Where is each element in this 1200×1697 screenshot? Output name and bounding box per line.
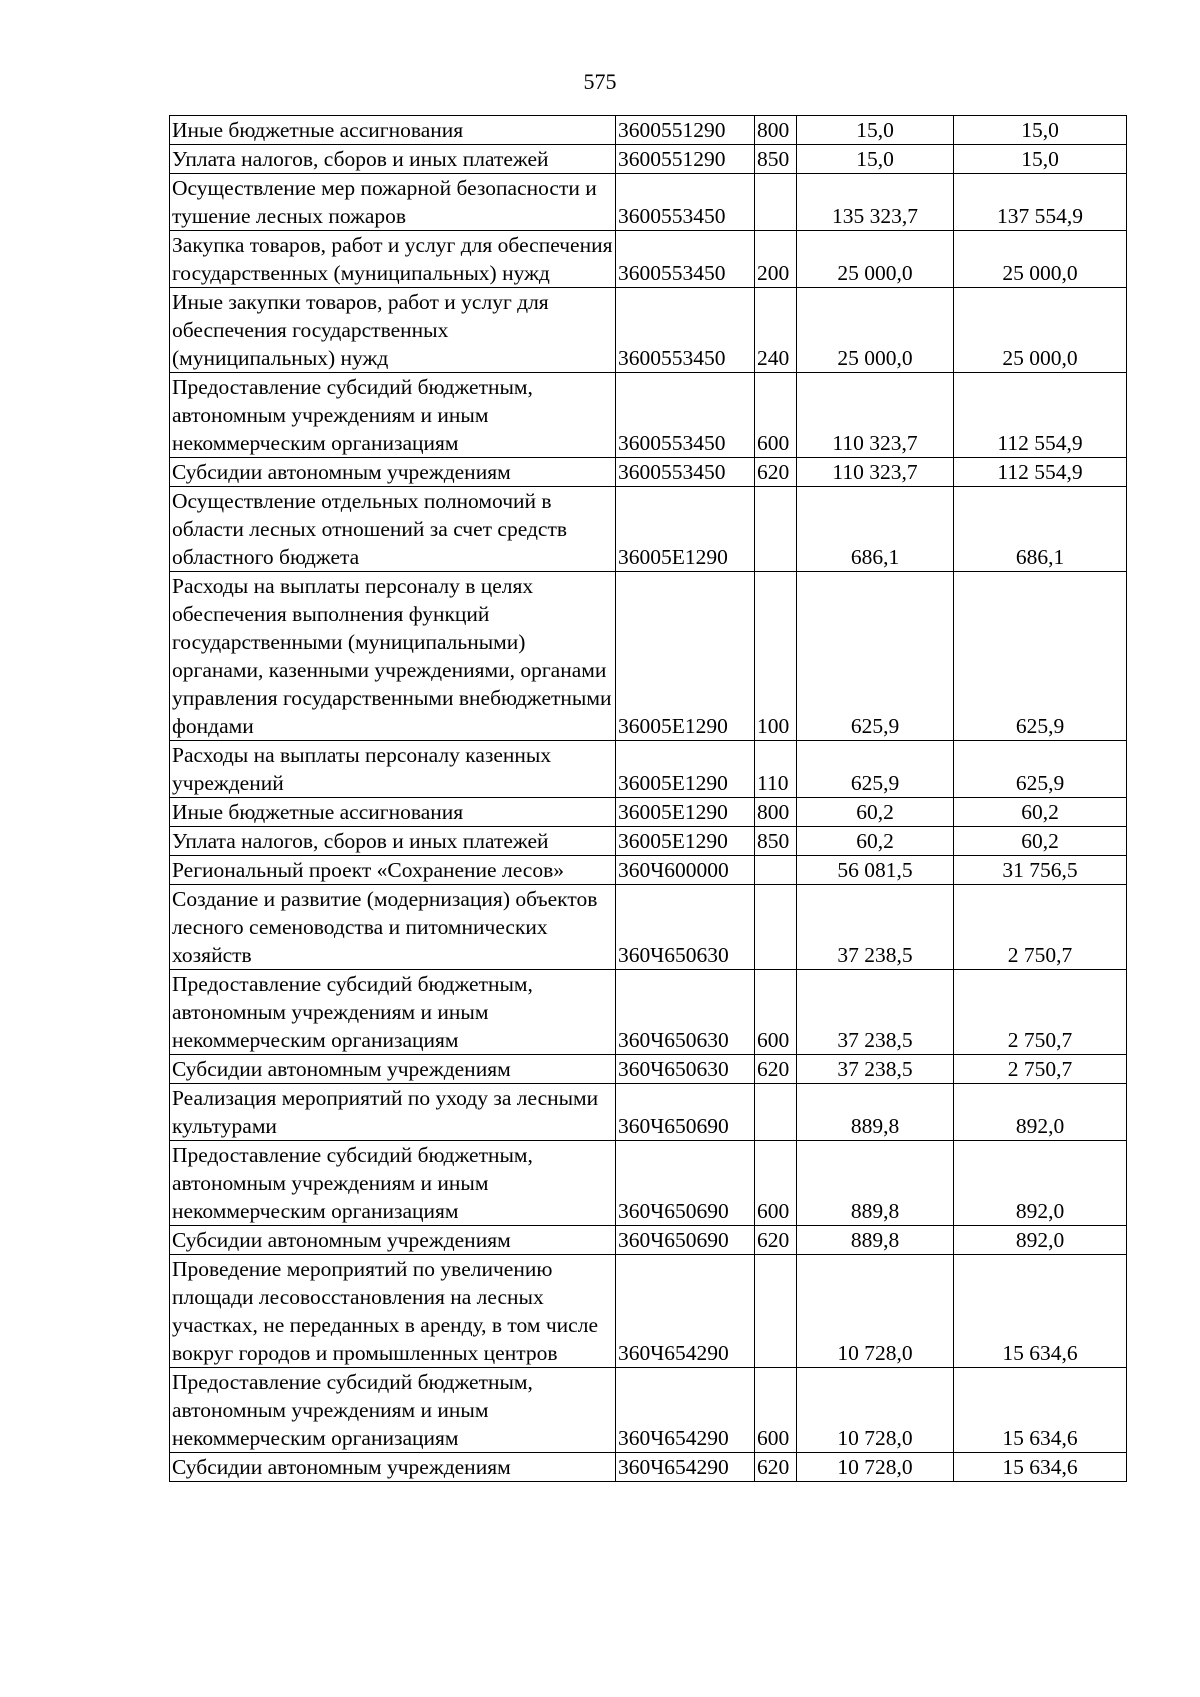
amount-year-1-cell: 686,1: [797, 487, 954, 572]
expense-name-cell: Иные бюджетные ассигнования: [170, 798, 616, 827]
amount-year-2-cell: 137 554,9: [954, 174, 1127, 231]
budget-table: [169, 115, 1127, 1482]
amount-year-2-cell: 2 750,7: [954, 885, 1127, 970]
table-row: [170, 827, 1127, 856]
amount-year-2-cell: 892,0: [954, 1084, 1127, 1141]
expense-name-cell: Реализация мероприятий по уходу за лесными культурами: [170, 1084, 616, 1141]
expense-name-cell: Закупка товаров, работ и услуг для обеспечения государственных (муниципальных) нужд: [170, 231, 616, 288]
amount-year-2-cell: 686,1: [954, 487, 1127, 572]
expense-name-cell: Субсидии автономным учреждениям: [170, 1453, 616, 1482]
expense-type-cell: 620: [755, 458, 797, 487]
table-row: [170, 798, 1127, 827]
expense-type-cell: 600: [755, 1141, 797, 1226]
amount-year-1-cell: 60,2: [797, 798, 954, 827]
expense-type-cell: 800: [755, 116, 797, 145]
target-article-code-cell: 36005Е1290: [616, 798, 755, 827]
expense-name-cell: Расходы на выплаты персоналу в целях обеспечения выполнения функций государственными (муниципальными) органами, казенными учреждениями, органами управления государственными внебюджетными фондами: [170, 572, 616, 741]
expense-name-cell: Предоставление субсидий бюджетным, автономным учреждениям и иным некоммерческим организациям: [170, 1141, 616, 1226]
expense-type-cell: 600: [755, 1368, 797, 1453]
expense-name-cell: Региональный проект «Сохранение лесов»: [170, 856, 616, 885]
amount-year-1-cell: 15,0: [797, 145, 954, 174]
page-number: 575: [583, 69, 617, 94]
amount-year-1-cell: 37 238,5: [797, 970, 954, 1055]
expense-name-cell: Осуществление отдельных полномочий в области лесных отношений за счет средств областного бюджета: [170, 487, 616, 572]
table-row: [170, 1255, 1127, 1368]
expense-type-cell: 850: [755, 145, 797, 174]
amount-year-1-cell: 889,8: [797, 1141, 954, 1226]
amount-year-2-cell: 25 000,0: [954, 288, 1127, 373]
amount-year-2-cell: 892,0: [954, 1141, 1127, 1226]
amount-year-1-cell: 889,8: [797, 1226, 954, 1255]
amount-year-2-cell: 15 634,6: [954, 1453, 1127, 1482]
amount-year-2-cell: 25 000,0: [954, 231, 1127, 288]
expense-name-cell: Расходы на выплаты персоналу казенных учреждений: [170, 741, 616, 798]
table-row: [170, 231, 1127, 288]
target-article-code-cell: 36005Е1290: [616, 487, 755, 572]
target-article-code-cell: 3600553450: [616, 174, 755, 231]
target-article-code-cell: 360Ч654290: [616, 1255, 755, 1368]
expense-name-cell: Предоставление субсидий бюджетным, автономным учреждениям и иным некоммерческим организациям: [170, 970, 616, 1055]
target-article-code-cell: 3600553450: [616, 231, 755, 288]
expense-type-cell: 240: [755, 288, 797, 373]
amount-year-1-cell: 25 000,0: [797, 288, 954, 373]
budget-table-body: [170, 116, 1127, 1482]
expense-name-cell: Создание и развитие (модернизация) объектов лесного семеноводства и питомнических хозяйств: [170, 885, 616, 970]
amount-year-1-cell: 135 323,7: [797, 174, 954, 231]
target-article-code-cell: 360Ч654290: [616, 1368, 755, 1453]
expense-type-cell: [755, 856, 797, 885]
amount-year-2-cell: 625,9: [954, 741, 1127, 798]
amount-year-2-cell: 15 634,6: [954, 1255, 1127, 1368]
expense-type-cell: [755, 885, 797, 970]
table-row: [170, 1055, 1127, 1084]
target-article-code-cell: 360Ч600000: [616, 856, 755, 885]
table-row: [170, 1453, 1127, 1482]
amount-year-2-cell: 625,9: [954, 572, 1127, 741]
amount-year-2-cell: 112 554,9: [954, 373, 1127, 458]
amount-year-2-cell: 15,0: [954, 116, 1127, 145]
expense-name-cell: Предоставление субсидий бюджетным, автономным учреждениям и иным некоммерческим организациям: [170, 1368, 616, 1453]
table-row: [170, 856, 1127, 885]
expense-type-cell: 100: [755, 572, 797, 741]
amount-year-2-cell: 2 750,7: [954, 1055, 1127, 1084]
expense-name-cell: Уплата налогов, сборов и иных платежей: [170, 827, 616, 856]
expense-type-cell: 620: [755, 1226, 797, 1255]
amount-year-1-cell: 37 238,5: [797, 1055, 954, 1084]
amount-year-1-cell: 10 728,0: [797, 1368, 954, 1453]
amount-year-1-cell: 10 728,0: [797, 1255, 954, 1368]
table-row: [170, 970, 1127, 1055]
expense-type-cell: 200: [755, 231, 797, 288]
target-article-code-cell: 360Ч650630: [616, 970, 755, 1055]
amount-year-2-cell: 60,2: [954, 798, 1127, 827]
amount-year-1-cell: 56 081,5: [797, 856, 954, 885]
target-article-code-cell: 360Ч650690: [616, 1226, 755, 1255]
target-article-code-cell: 360Ч650630: [616, 885, 755, 970]
amount-year-1-cell: 625,9: [797, 741, 954, 798]
expense-name-cell: Предоставление субсидий бюджетным, автономным учреждениям и иным некоммерческим организациям: [170, 373, 616, 458]
amount-year-1-cell: 15,0: [797, 116, 954, 145]
expense-name-cell: Иные закупки товаров, работ и услуг для обеспечения государственных (муниципальных) нужд: [170, 288, 616, 373]
target-article-code-cell: 3600551290: [616, 116, 755, 145]
amount-year-1-cell: 625,9: [797, 572, 954, 741]
expense-type-cell: 600: [755, 373, 797, 458]
expense-name-cell: Проведение мероприятий по увеличению площади лесовосстановления на лесных участках, не переданных в аренду, в том числе вокруг городов и промышленных центров: [170, 1255, 616, 1368]
table-row: [170, 741, 1127, 798]
target-article-code-cell: 360Ч650630: [616, 1055, 755, 1084]
expense-type-cell: [755, 1255, 797, 1368]
expense-name-cell: Иные бюджетные ассигнования: [170, 116, 616, 145]
target-article-code-cell: 3600553450: [616, 288, 755, 373]
expense-name-cell: Уплата налогов, сборов и иных платежей: [170, 145, 616, 174]
expense-type-cell: 620: [755, 1453, 797, 1482]
amount-year-2-cell: 2 750,7: [954, 970, 1127, 1055]
table-row: [170, 1141, 1127, 1226]
table-row: [170, 458, 1127, 487]
target-article-code-cell: 36005Е1290: [616, 572, 755, 741]
amount-year-1-cell: 25 000,0: [797, 231, 954, 288]
table-row: [170, 116, 1127, 145]
table-row: [170, 885, 1127, 970]
amount-year-2-cell: 112 554,9: [954, 458, 1127, 487]
amount-year-2-cell: 15,0: [954, 145, 1127, 174]
table-row: [170, 145, 1127, 174]
target-article-code-cell: 360Ч650690: [616, 1141, 755, 1226]
amount-year-2-cell: 892,0: [954, 1226, 1127, 1255]
amount-year-1-cell: 60,2: [797, 827, 954, 856]
expense-type-cell: [755, 174, 797, 231]
expense-name-cell: Субсидии автономным учреждениям: [170, 1226, 616, 1255]
table-row: [170, 1226, 1127, 1255]
amount-year-1-cell: 10 728,0: [797, 1453, 954, 1482]
target-article-code-cell: 3600551290: [616, 145, 755, 174]
table-row: [170, 174, 1127, 231]
table-row: [170, 487, 1127, 572]
table-row: [170, 1368, 1127, 1453]
expense-type-cell: 800: [755, 798, 797, 827]
expense-type-cell: 620: [755, 1055, 797, 1084]
amount-year-1-cell: 37 238,5: [797, 885, 954, 970]
expense-type-cell: 850: [755, 827, 797, 856]
table-row: [170, 1084, 1127, 1141]
expense-name-cell: Осуществление мер пожарной безопасности и тушение лесных пожаров: [170, 174, 616, 231]
amount-year-2-cell: 15 634,6: [954, 1368, 1127, 1453]
table-row: [170, 572, 1127, 741]
expense-type-cell: 600: [755, 970, 797, 1055]
expense-type-cell: [755, 487, 797, 572]
expense-type-cell: [755, 1084, 797, 1141]
target-article-code-cell: 360Ч650690: [616, 1084, 755, 1141]
amount-year-1-cell: 889,8: [797, 1084, 954, 1141]
target-article-code-cell: 3600553450: [616, 373, 755, 458]
table-row: [170, 288, 1127, 373]
amount-year-1-cell: 110 323,7: [797, 373, 954, 458]
expense-name-cell: Субсидии автономным учреждениям: [170, 1055, 616, 1084]
amount-year-2-cell: 60,2: [954, 827, 1127, 856]
target-article-code-cell: 3600553450: [616, 458, 755, 487]
expense-name-cell: Субсидии автономным учреждениям: [170, 458, 616, 487]
table-row: [170, 373, 1127, 458]
amount-year-2-cell: 31 756,5: [954, 856, 1127, 885]
target-article-code-cell: 360Ч654290: [616, 1453, 755, 1482]
expense-type-cell: 110: [755, 741, 797, 798]
target-article-code-cell: 36005Е1290: [616, 827, 755, 856]
target-article-code-cell: 36005Е1290: [616, 741, 755, 798]
amount-year-1-cell: 110 323,7: [797, 458, 954, 487]
